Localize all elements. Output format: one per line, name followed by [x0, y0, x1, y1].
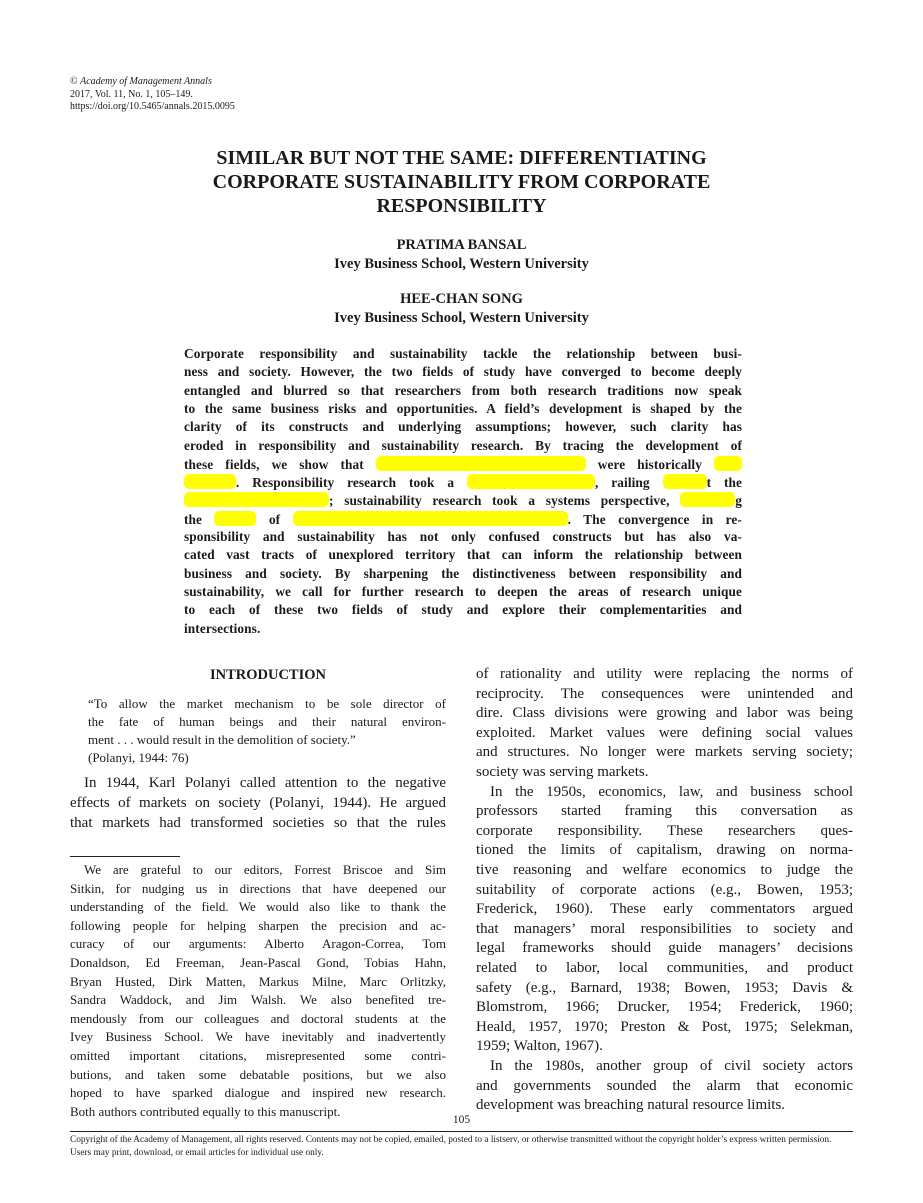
- abstract-line: cated vast tracts of unexplored territory that can inform the relationship between: [184, 547, 742, 563]
- body-line: and structures. No longer were markets serving society;: [476, 744, 853, 761]
- doi-link[interactable]: https://doi.org/10.5465/annals.2015.0095: [70, 101, 235, 112]
- text-fragment: . Responsibility research took a: [236, 475, 455, 491]
- body-line: Frederick, 1960). These early commentators argued: [476, 901, 853, 918]
- page-number: 105: [452, 1114, 471, 1126]
- body-line: In 1944, Karl Polanyi called attention to the negative: [84, 775, 446, 791]
- body-line: reciprocity. The consequences were unintended and: [476, 685, 853, 702]
- epigraph-line: (Polanyi, 1944: 76): [88, 750, 189, 765]
- copyright-notice: Copyright of the Academy of Management, all rights reserved. Contents may not be copied, emailed, posted to a listserv, or otherwise transmitted without the copyright holder’s express written permission. Users may print, download, or email articles for individual use only.: [70, 1135, 832, 1158]
- footnote-line: Sandra Waddock, and Jim Walsh. We also benefited tre-: [70, 992, 446, 1008]
- highlight-redaction: [467, 474, 595, 489]
- abstract-line: sponsibility and sustainability has not only confused constructs but has also va-: [184, 529, 742, 544]
- highlight-redaction: [184, 474, 236, 489]
- journal-meta: [70, 76, 235, 114]
- abstract-line: [184, 474, 742, 492]
- footnote-line: Sitkin, for nudging us in directions that have deepened our: [70, 880, 446, 896]
- abstract-line: entangled and blurred so that researchers from both research traditions now speak: [184, 382, 742, 398]
- highlight-redaction: [714, 456, 742, 471]
- body-line: In the 1950s, economics, law, and business school: [490, 783, 853, 800]
- epigraph-line: “To allow the market mechanism to be sole director of: [88, 696, 446, 711]
- abstract-line: to each of these two fields of study and explore their complementarities and: [184, 602, 742, 618]
- abstract-line: [184, 492, 742, 510]
- body-line: dire. Class divisions were growing and labor was being: [476, 705, 853, 722]
- body-line: corporate responsibility. These researchers ques-: [476, 822, 853, 839]
- citation: 2017, Vol. 11, No. 1, 105–149.: [70, 88, 193, 100]
- text-fragment: g: [735, 493, 742, 509]
- highlight-redaction: [680, 492, 735, 507]
- author-affiliation: Ivey Business School, Western University: [334, 310, 589, 326]
- abstract-line: intersections.: [184, 620, 261, 636]
- text-fragment: . The convergence in re-: [567, 511, 742, 527]
- body-line: of rationality and utility were replacing the norms of: [476, 666, 853, 682]
- highlight-redaction: [214, 511, 256, 526]
- body-line: society was serving markets.: [476, 764, 649, 780]
- body-line: that markets had transformed societies so that the rules: [70, 815, 446, 831]
- body-line: safety (e.g., Barnard, 1938; Bowen, 1953; Davis &: [476, 979, 853, 996]
- body-line: Heald, 1957, 1970; Preston & Post, 1975; Selekman,: [476, 1018, 853, 1035]
- author-1: [150, 236, 773, 274]
- author-2: [150, 290, 773, 328]
- highlight-redaction: [376, 456, 586, 471]
- text-fragment: , railing: [595, 475, 650, 491]
- abstract-line: to the same business risks and opportunities. A field’s development is shaped by the: [184, 400, 742, 416]
- body-line: suitability of corporate actions (e.g., Bowen, 1953;: [476, 881, 853, 898]
- abstract-line: ness and society. However, the two fields of study have converged to become deeply: [184, 364, 742, 380]
- footnote-line: We are grateful to our editors, Forrest Briscoe and Sim: [84, 862, 446, 877]
- epigraph-line: ment . . . would result in the demolition of society.”: [88, 732, 356, 747]
- footnote-line: following people for helping sharpen the precision and ac-: [70, 917, 446, 933]
- footnote-line: butions, and taken some debatable positions, but we also: [70, 1066, 446, 1082]
- article-title: [150, 146, 773, 218]
- abstract-line: eroded in responsibility and sustainability research. By tracing the development of: [184, 437, 742, 453]
- text-fragment: these fields, we show that: [184, 456, 364, 472]
- body-line: legal frameworks should guide managers’ decisions: [476, 940, 853, 957]
- copyright-symbol: ©: [70, 76, 81, 87]
- footer-rule: [70, 1131, 853, 1132]
- text-fragment: were historically: [597, 456, 702, 472]
- title-line: CORPORATE SUSTAINABILITY FROM CORPORATE: [212, 171, 711, 193]
- highlight-redaction: [663, 474, 707, 489]
- footnote-line: omitted important citations, misrepresented some contri-: [70, 1048, 446, 1063]
- abstract-line: [184, 456, 742, 474]
- author-affiliation: Ivey Business School, Western University: [334, 256, 589, 272]
- footnote-line: Donaldson, Ed Freeman, Jean-Pascal Gond, Tobias Hahn,: [70, 955, 446, 970]
- title-line: SIMILAR BUT NOT THE SAME: DIFFERENTIATING: [216, 147, 707, 169]
- abstract-line: [184, 511, 742, 529]
- body-line: tioned the limits of capitalism, drawing on norma-: [476, 842, 853, 859]
- highlight-redaction: [293, 511, 568, 526]
- title-line: RESPONSIBILITY: [376, 195, 547, 217]
- highlight-redaction: [184, 492, 329, 507]
- text-fragment: of: [268, 511, 281, 527]
- text-fragment: t the: [706, 475, 742, 491]
- body-line: professors started framing this conversation as: [476, 803, 853, 820]
- footnote-line: understanding of the field. We would also like to thank the: [70, 899, 446, 915]
- body-line: In the 1980s, another group of civil society actors: [490, 1058, 853, 1074]
- footnote-line: Both authors contributed equally to this manuscript.: [70, 1103, 341, 1119]
- footnote-line: Ivey Business School. We have inevitably and inadvertently: [70, 1029, 446, 1045]
- footnote-line: mendously from our colleagues and doctoral students at the: [70, 1010, 446, 1026]
- abstract-line: Corporate responsibility and sustainability tackle the relationship between busi-: [184, 346, 742, 361]
- footnote-line: Bryan Husted, Dirk Matten, Markus Milne, Marc Orlitzky,: [70, 973, 446, 989]
- footnote-line: hoped to have sparked dialogue and inspired new research.: [70, 1085, 446, 1101]
- text-fragment: the: [184, 511, 203, 527]
- body-line: that managers’ moral responsibilities to society and: [476, 920, 853, 937]
- abstract-line: business and society. By sharpening the distinctiveness between responsibility and: [184, 565, 742, 581]
- body-line: effects of markets on society (Polanyi, 1944). He argued: [70, 795, 446, 811]
- body-line: tive reasoning and welfare economics to judge the: [476, 862, 853, 878]
- section-heading: INTRODUCTION: [209, 667, 326, 683]
- abstract-line: sustainability, we call for further research to deepen the areas of research unique: [184, 583, 742, 599]
- body-line: 1959; Walton, 1967).: [476, 1038, 603, 1055]
- footnote-line: curacy of our arguments: Alberto Aragon-Correa, Tom: [70, 936, 446, 952]
- epigraph-line: the fate of human beings and their natural environ-: [88, 714, 446, 729]
- author-name: PRATIMA BANSAL: [396, 237, 527, 253]
- author-name: HEE-CHAN SONG: [400, 291, 523, 307]
- body-line: and governments sounded the alarm that economic: [476, 1077, 853, 1094]
- body-line: Blomstrom, 1966; Drucker, 1954; Frederick, 1960;: [476, 999, 853, 1016]
- footnote-rule: [70, 856, 180, 857]
- body-line: development was breaching natural resource limits.: [476, 1097, 786, 1114]
- abstract-line: clarity of its constructs and underlying assumptions; however, such clarity has: [184, 419, 742, 435]
- text-fragment: ; sustainability research took a systems perspective,: [329, 493, 670, 509]
- journal-name: Academy of Management Annals: [80, 76, 212, 87]
- body-line: exploited. Market values were defining social values: [476, 724, 853, 741]
- body-line: related to labor, local communities, and product: [476, 960, 853, 976]
